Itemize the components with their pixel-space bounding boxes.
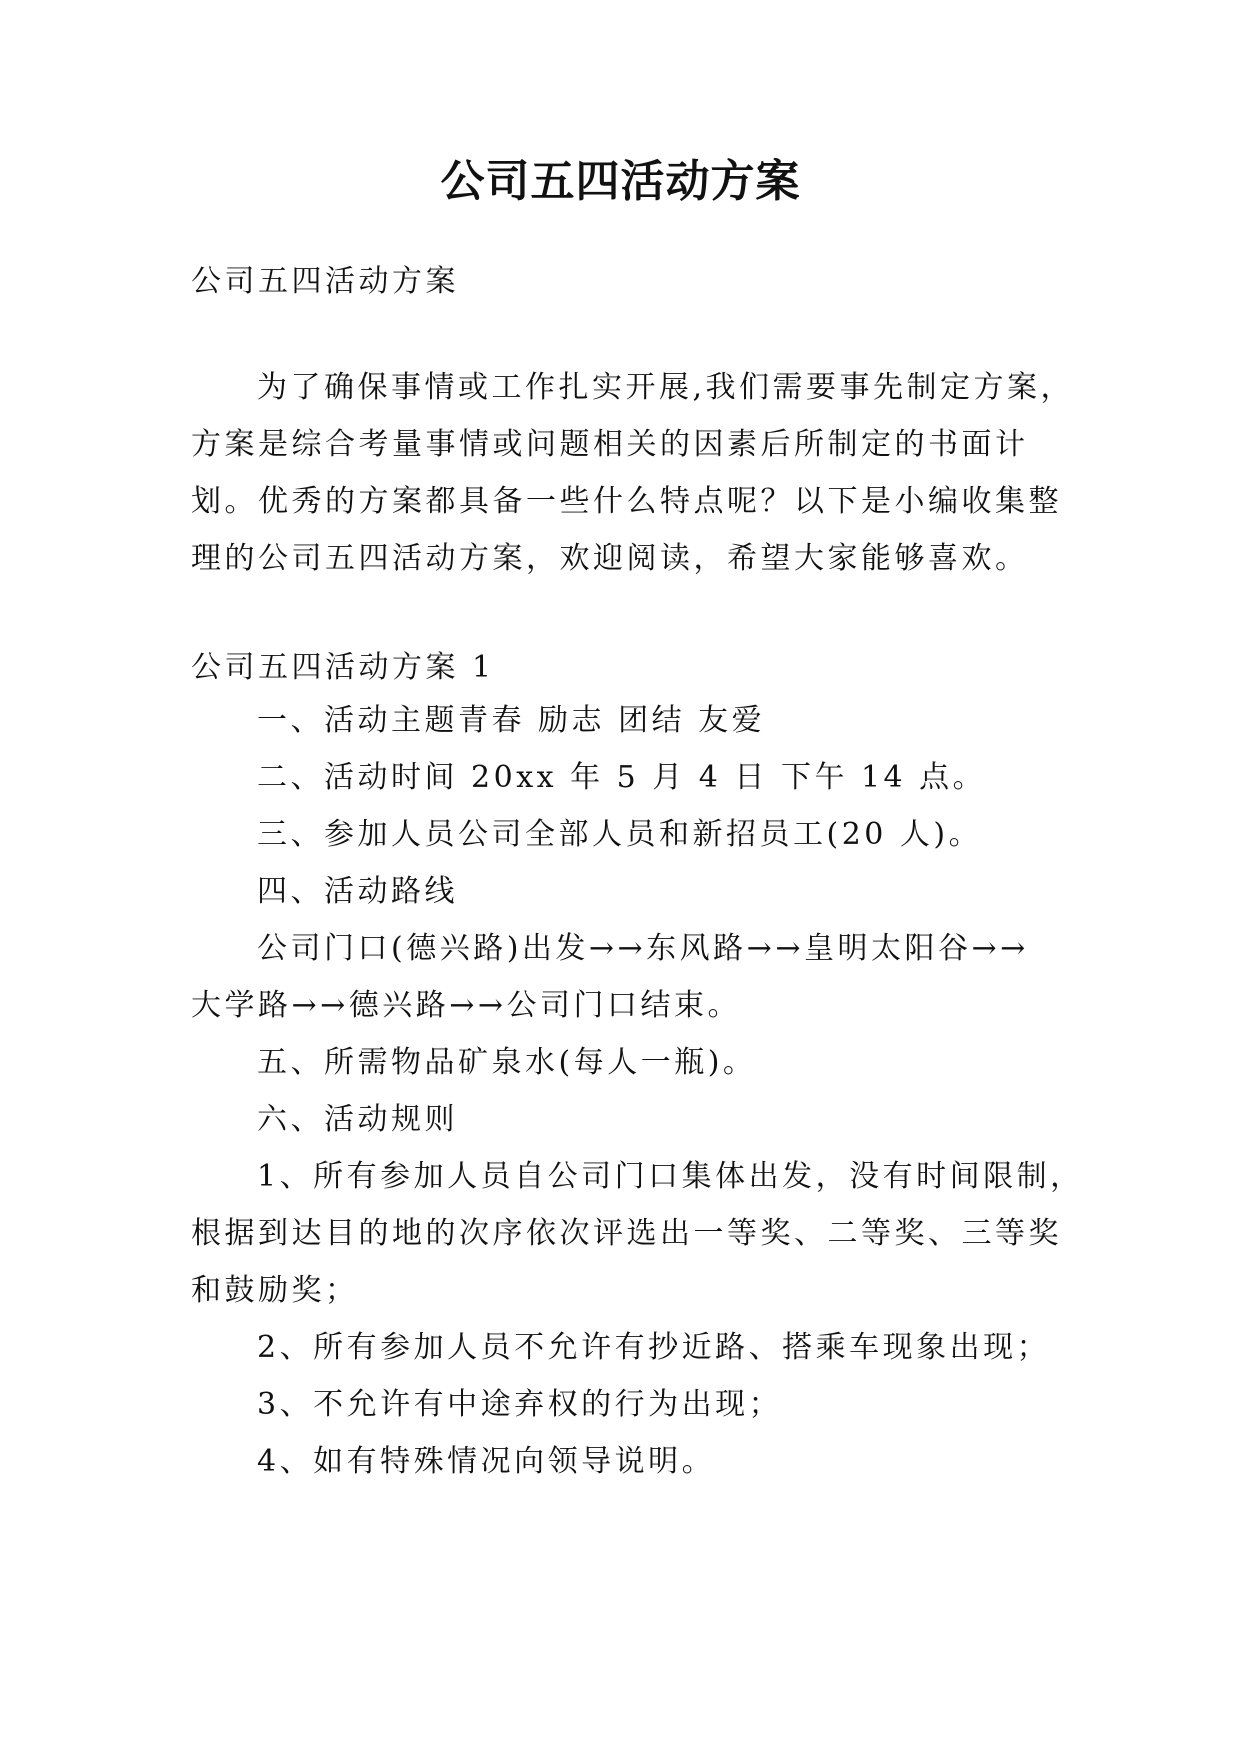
rule-line: 根据到达目的地的次序依次评选出一等奖、二等奖、三等奖 — [191, 1216, 1062, 1251]
document-title: 公司五四活动方案 — [440, 156, 801, 207]
rule-line: 3、不允许有中途弃权的行为出现； — [257, 1387, 783, 1422]
route-line: 大学路→→德兴路→→公司门口结束。 — [191, 988, 742, 1023]
rule-line: 2、所有参加人员不允许有抄近路、搭乘车现象出现； — [257, 1330, 1051, 1365]
item-time: 二、活动时间 20xx 年 5 月 4 日 下午 14 点。 — [257, 760, 987, 795]
intro-line: 划。优秀的方案都具备一些什么特点呢？以下是小编收集整 — [191, 484, 1062, 519]
item-rules-heading: 六、活动规则 — [257, 1102, 458, 1137]
intro-line: 理的公司五四活动方案，欢迎阅读，希望大家能够喜欢。 — [191, 541, 1029, 576]
intro-line: 为了确保事情或工作扎实开展,我们需要事先制定方案， — [257, 370, 1075, 405]
item-theme: 一、活动主题青春 励志 团结 友爱 — [257, 703, 766, 738]
item-supplies: 五、所需物品矿泉水(每人一瓶)。 — [257, 1045, 757, 1080]
section-heading: 公司五四活动方案 1 — [191, 650, 495, 685]
item-participants: 三、参加人员公司全部人员和新招员工(20 人)。 — [257, 817, 983, 852]
rule-line: 和鼓励奖； — [191, 1273, 359, 1308]
route-line: 公司门口(德兴路)出发→→东风路→→皇明太阳谷→→ — [257, 931, 1029, 966]
document-subtitle: 公司五四活动方案 — [191, 264, 459, 299]
item-route-heading: 四、活动路线 — [257, 874, 458, 909]
intro-line: 方案是综合考量事情或问题相关的因素后所制定的书面计 — [191, 427, 1029, 462]
rule-line: 4、如有特殊情况向领导说明。 — [257, 1444, 716, 1479]
rule-line: 1、所有参加人员自公司门口集体出发，没有时间限制， — [257, 1159, 1084, 1194]
